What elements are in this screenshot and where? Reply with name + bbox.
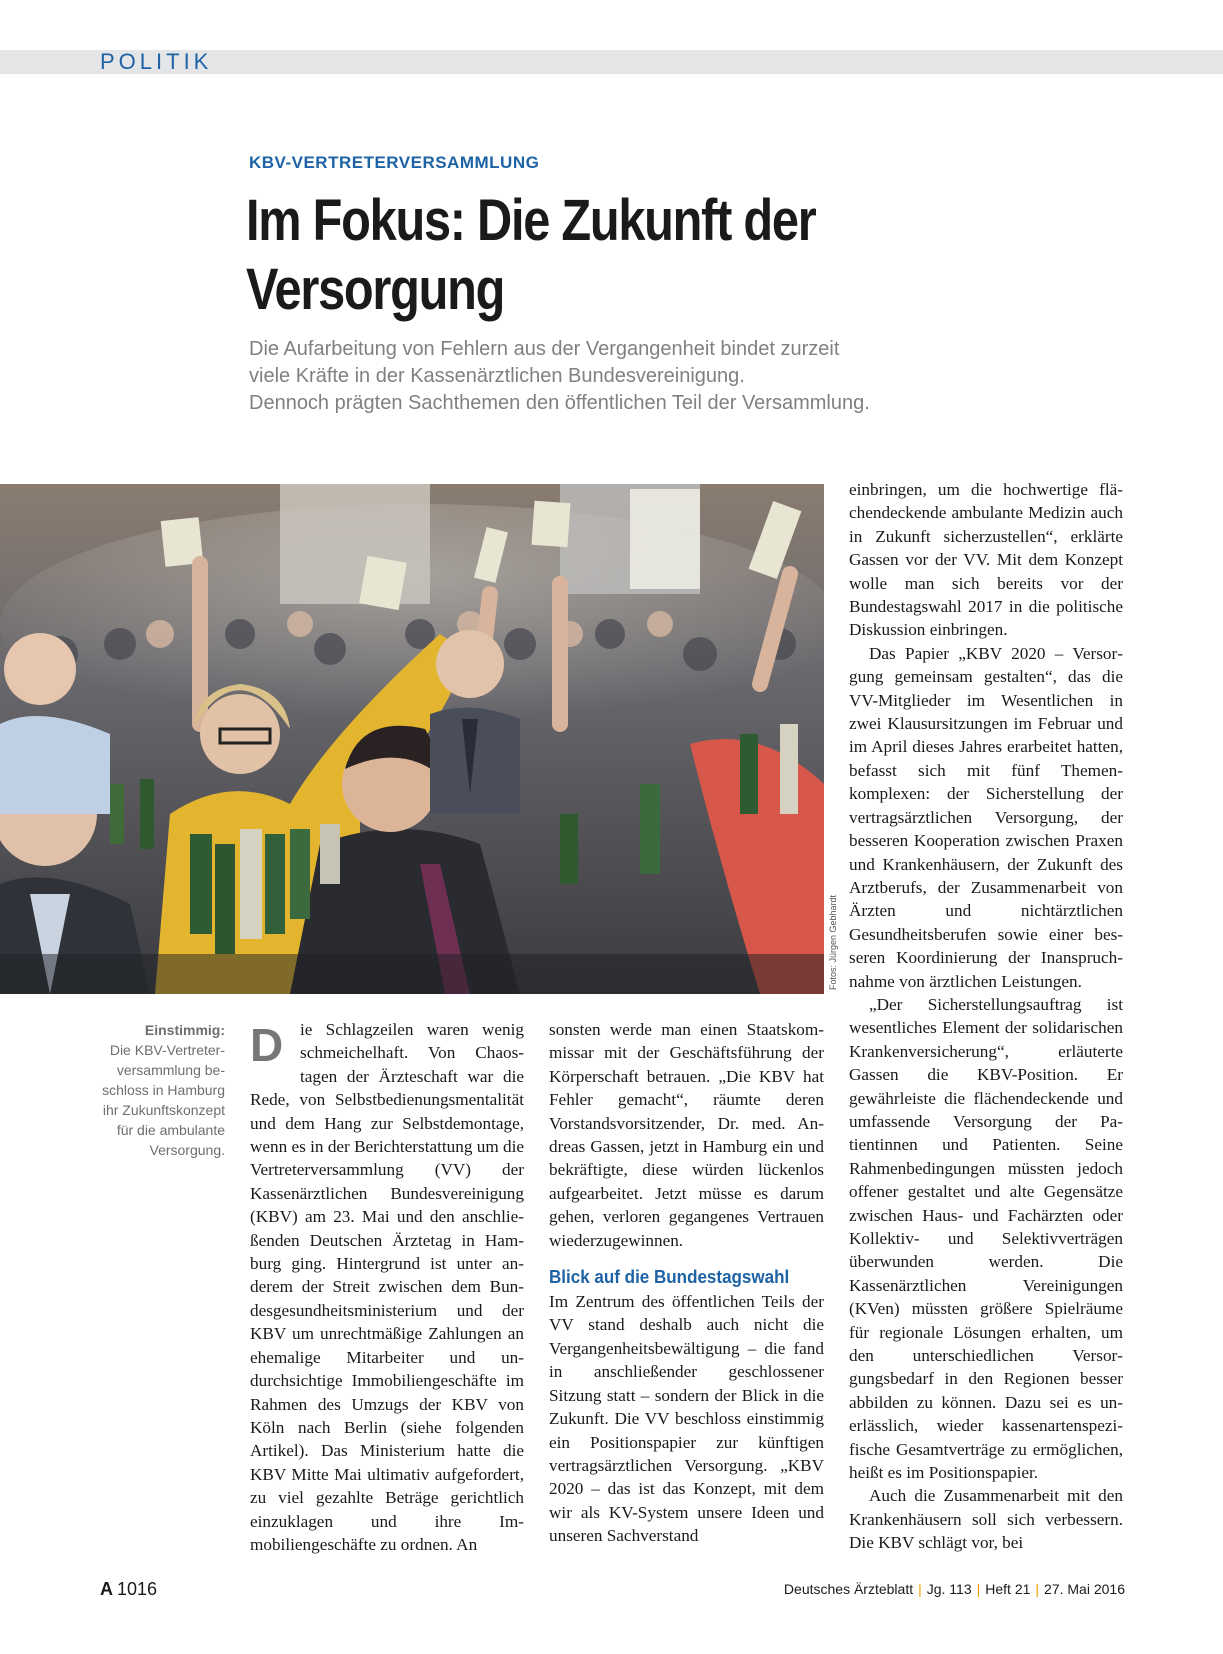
headline-line-2: Versorgung [246,257,505,322]
lead-line-1: Die Aufarbeitung von Fehlern aus der Vergangenheit bindet zurzeit [249,338,840,360]
journal-issue: Heft 21 [985,1581,1031,1597]
col2-paragraph-2: Im Zentrum des öffentlichen Teils der VV stand deshalb auch nicht die Vergangenheitsbewältigung – die fand in anschließender geschlossener Sitzung statt – sondern der Blick in die Zukunft. Die VV beschloss einstimmig ein Positionspapier zur künftigen vertragsärztlichen Versorgung. „KBV 2020 – das ist das Konzept, mit dem wir als KV-System unsere Ideen und unseren Sachverstand [549,1292,824,1546]
col3-paragraph-3: „Der Sicherstellungsauftrag ist wesentliches Element der solidarischen Krankenversicherung“, erläuterte Gassen die KBV-Position. Er gewährleiste die flächendeckende und umfassende Versorgung der Patientinnen und Patienten. Seine Rahmenbedingungen müssten jedoch offener gestaltet und alte Gegensätze zwischen Haus- und Fachärzten oder Kollektiv- und Selektivverträgen überwunden werden. Die Kassenärztlichen Vereinigungen (KVen) müssten größere Spielräume für regionale Lösungen erhalten, um den unterschiedlichen Versorgungsbedarf in den Regionen besser abbilden zu können. Dazu sei es unerlässlich, wieder kassenartenspezifische Gesamtverträge zu ermöglichen, heißt es im Positionspapier. [849,994,1123,1483]
section-label: POLITIK [100,49,213,74]
col3-paragraph-1: einbringen, um die hochwertige flächendeckende ambulante Medizin auch in Zukunft sicherzustellen“, erklärte Gassen vor der VV. Mit dem Konzept wolle man sich bereits vor der Bundestagswahl 2017 in die politische Diskussion einbringen. [849,480,1123,640]
assembly-photo [0,484,824,994]
lead-line-3: Dennoch prägten Sachthemen den öffentlichen Teil der Versammlung. [249,392,870,414]
body-column-1 [250,1018,524,1556]
page-number-value: 1016 [117,1579,158,1599]
col3-paragraph-4: Auch die Zusammenarbeit mit den Krankenhäusern soll sich verbessern. Die KBV schlägt vor, bei [849,1486,1123,1553]
headline-line-1: Im Fokus: Die Zukunft der [246,188,816,253]
col3-paragraph-2: Das Papier „KBV 2020 – Versorgung gemeinsam gestalten“, das die VV-Mitglieder im Wesentlichen in zwei Klausursitzungen im Februar und im April dieses Jahres erarbeitet hatten, befasst sich mit fünf Themenkomplexen: der Sicherstellung der vertragsärztlichen Versorgung, der besseren Kooperation zwischen Praxen und Krankenhäusern, der Zukunft des Arztberufs, der Zusammenarbeit von Ärzten und nichtärztlichen Gesundheitsberufen sowie einer besseren Koordinierung der Inanspruchnahme von ärztlichen Leistungen. [849,643,1123,991]
page-number [100,1579,157,1600]
lead-line-2: viele Kräfte in der Kassenärztlichen Bundesvereinigung. [249,365,745,387]
subheading: Blick auf die Bundestagswahl [549,1266,790,1288]
journal-info [784,1581,1125,1597]
caption-text: Die KBV-Vertreterversammlung beschloss in Hamburg ihr Zukunftskonzept für die ambulante Versorgung. [102,1042,225,1158]
journal-date: 27. Mai 2016 [1044,1581,1125,1597]
article-headline [246,186,834,324]
dropcap: D [250,1019,284,1071]
caption-title: Einstimmig: [144,1022,225,1038]
photo-caption [90,1020,225,1160]
body-column-3 [849,478,1123,1555]
article-kicker: KBV-VERTRETERVERSAMMLUNG [249,153,540,172]
photo-credit: Fotos: Jürgen Gebhardt [828,894,838,990]
footer-separator: | [918,1581,922,1597]
journal-volume: Jg. 113 [926,1581,972,1597]
col1-text: ie Schlagzeilen waren wenig schmeichelhaft. Von Chaostagen der Ärzteschaft war die Rede, von Selbstbedienungsmentalität und dem Hang zur Selbstdemontage, wenn es in der Berichterstattung um die Vertreterversammlung (VV) der Kassenärztlichen Bundesvereinigung (KBV) am 23. Mai und den anschließenden Deutschen Ärztetag in Hamburg ging. Hintergrund ist unter anderem der Streit zwischen dem Bundesgesundheitsministerium und der KBV um unrechtmäßige Zahlungen an ehemalige Mitarbeiter und undurchsichtige Immobiliengeschäfte im Rahmen des Umzugs der KBV von Köln nach Berlin (siehe folgenden Artikel). Das Ministerium hatte die KBV Mitte Mai ultimativ aufgefordert, zu viel gezahlte Beträge gerichtlich einzuklagen und ihre Immobiliengeschäfte zu ordnen. An [250,1020,524,1554]
article-lead [249,336,1009,417]
col2-paragraph-1: sonsten werde man einen Staatskommissar mit der Geschäftsführung der Körperschaft betrauen. „Die KBV hat Fehler gemacht“, räumte deren Vorstandsvorsitzender, Dr. med. Andreas Gassen, jetzt in Hamburg ein und bekräftigte, diese würden lückenlos aufgearbeitet. Jetzt müsse es darum gehen, verloren gegangenes Vertrauen wiederzugewinnen. [549,1020,824,1250]
footer-separator: | [1035,1581,1040,1597]
journal-name: Deutsches Ärzteblatt [783,1581,914,1597]
page-letter: A [100,1579,113,1599]
body-column-2 [549,1018,824,1548]
footer-separator: | [976,1581,981,1597]
